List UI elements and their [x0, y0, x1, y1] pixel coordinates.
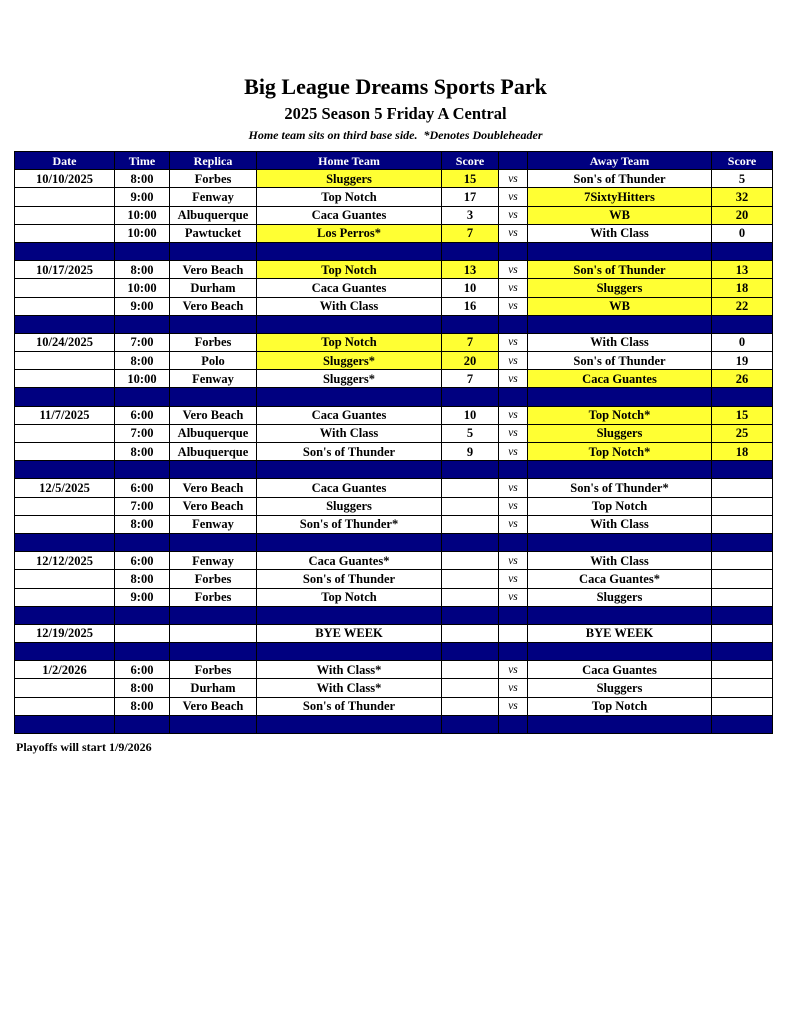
- away-score-cell: 18: [712, 279, 773, 297]
- away-team-cell: Top Notch*: [528, 443, 712, 461]
- home-team-cell: With Class: [257, 424, 442, 442]
- table-row: [15, 497, 773, 515]
- home-team-cell: Son's of Thunder: [257, 697, 442, 715]
- away-team-cell: Son's of Thunder: [528, 352, 712, 370]
- separator-cell: [528, 242, 712, 260]
- vs-cell: vs: [499, 570, 528, 588]
- date-cell: [15, 188, 115, 206]
- away-team-cell: Top Notch*: [528, 406, 712, 424]
- col-header-home-team: Home Team: [257, 152, 442, 170]
- replica-cell: Albuquerque: [170, 424, 257, 442]
- separator-cell: [170, 461, 257, 479]
- home-score-cell: 15: [442, 170, 499, 188]
- separator-cell: [528, 606, 712, 624]
- away-team-cell: Caca Guantes: [528, 370, 712, 388]
- away-score-cell: [712, 697, 773, 715]
- home-score-cell: 10: [442, 279, 499, 297]
- home-team-cell: Sluggers: [257, 170, 442, 188]
- date-cell: [15, 443, 115, 461]
- date-cell: [15, 206, 115, 224]
- table-row: [15, 206, 773, 224]
- vs-cell: vs: [499, 443, 528, 461]
- away-team-cell: Caca Guantes*: [528, 570, 712, 588]
- separator-cell: [15, 715, 115, 733]
- replica-cell: Forbes: [170, 570, 257, 588]
- table-row: [15, 697, 773, 715]
- away-team-cell: Sluggers: [528, 588, 712, 606]
- separator-cell: [442, 643, 499, 661]
- home-score-cell: 9: [442, 443, 499, 461]
- time-cell: 10:00: [115, 279, 170, 297]
- home-team-cell: Top Notch: [257, 333, 442, 351]
- home-score-cell: [442, 679, 499, 697]
- home-team-cell: Caca Guantes: [257, 206, 442, 224]
- away-team-cell: Sluggers: [528, 424, 712, 442]
- separator-cell: [499, 533, 528, 551]
- away-score-cell: 18: [712, 443, 773, 461]
- home-score-cell: [442, 588, 499, 606]
- separator-cell: [170, 315, 257, 333]
- separator-cell: [257, 315, 442, 333]
- table-row: [15, 515, 773, 533]
- vs-cell: vs: [499, 552, 528, 570]
- home-team-cell: BYE WEEK: [257, 624, 442, 642]
- separator-cell: [499, 715, 528, 733]
- away-score-cell: 22: [712, 297, 773, 315]
- away-score-cell: [712, 624, 773, 642]
- playoffs-note: Playoffs will start 1/9/2026: [16, 740, 152, 754]
- away-score-cell: [712, 661, 773, 679]
- home-team-cell: Caca Guantes: [257, 479, 442, 497]
- doubleheader-note: Home team sits on third base side. *Denotes Doubleheader: [248, 128, 543, 142]
- home-score-cell: [442, 552, 499, 570]
- replica-cell: Fenway: [170, 188, 257, 206]
- home-score-cell: [442, 661, 499, 679]
- home-score-cell: 16: [442, 297, 499, 315]
- separator-cell: [257, 643, 442, 661]
- col-header-replica: Replica: [170, 152, 257, 170]
- table-row: [15, 479, 773, 497]
- home-score-cell: [442, 570, 499, 588]
- vs-cell: vs: [499, 697, 528, 715]
- separator-cell: [499, 643, 528, 661]
- separator-cell: [528, 461, 712, 479]
- date-cell: 10/24/2025: [15, 333, 115, 351]
- time-cell: 8:00: [115, 261, 170, 279]
- header-row: [15, 152, 773, 170]
- vs-cell: vs: [499, 679, 528, 697]
- date-cell: 10/10/2025: [15, 170, 115, 188]
- time-cell: 8:00: [115, 170, 170, 188]
- home-team-cell: Top Notch: [257, 588, 442, 606]
- vs-cell: vs: [499, 497, 528, 515]
- week-separator: [15, 315, 773, 333]
- home-score-cell: 3: [442, 206, 499, 224]
- separator-cell: [257, 533, 442, 551]
- home-team-cell: Sluggers*: [257, 352, 442, 370]
- away-team-cell: Caca Guantes: [528, 661, 712, 679]
- date-cell: 12/19/2025: [15, 624, 115, 642]
- vs-cell: vs: [499, 352, 528, 370]
- table-row: [15, 261, 773, 279]
- vs-cell: vs: [499, 333, 528, 351]
- table-row: [15, 333, 773, 351]
- time-cell: 10:00: [115, 224, 170, 242]
- date-cell: [15, 515, 115, 533]
- away-score-cell: [712, 570, 773, 588]
- time-cell: 10:00: [115, 370, 170, 388]
- table-row: [15, 170, 773, 188]
- separator-cell: [170, 242, 257, 260]
- separator-cell: [528, 388, 712, 406]
- date-cell: [15, 679, 115, 697]
- home-team-cell: Son's of Thunder: [257, 570, 442, 588]
- col-header-away-team: Away Team: [528, 152, 712, 170]
- col-header-away-score: Score: [712, 152, 773, 170]
- replica-cell: Durham: [170, 279, 257, 297]
- home-team-cell: With Class*: [257, 679, 442, 697]
- replica-cell: Pawtucket: [170, 224, 257, 242]
- replica-cell: Albuquerque: [170, 443, 257, 461]
- date-cell: [15, 297, 115, 315]
- away-score-cell: 0: [712, 224, 773, 242]
- separator-cell: [442, 715, 499, 733]
- away-score-cell: 5: [712, 170, 773, 188]
- time-cell: 7:00: [115, 497, 170, 515]
- date-cell: [15, 370, 115, 388]
- separator-cell: [15, 643, 115, 661]
- separator-cell: [528, 715, 712, 733]
- separator-cell: [257, 242, 442, 260]
- separator-cell: [15, 242, 115, 260]
- table-row: [15, 352, 773, 370]
- separator-cell: [712, 315, 773, 333]
- away-team-cell: Sluggers: [528, 679, 712, 697]
- separator-cell: [528, 315, 712, 333]
- time-cell: 8:00: [115, 679, 170, 697]
- date-cell: [15, 352, 115, 370]
- away-score-cell: 32: [712, 188, 773, 206]
- home-score-cell: 10: [442, 406, 499, 424]
- home-team-cell: With Class*: [257, 661, 442, 679]
- separator-cell: [170, 643, 257, 661]
- vs-cell: vs: [499, 297, 528, 315]
- date-cell: [15, 570, 115, 588]
- date-cell: 12/5/2025: [15, 479, 115, 497]
- replica-cell: Vero Beach: [170, 479, 257, 497]
- table-row: [15, 552, 773, 570]
- table-row: [15, 661, 773, 679]
- separator-cell: [442, 533, 499, 551]
- away-score-cell: 19: [712, 352, 773, 370]
- away-team-cell: WB: [528, 297, 712, 315]
- home-team-cell: Caca Guantes: [257, 279, 442, 297]
- replica-cell: Forbes: [170, 661, 257, 679]
- away-score-cell: 25: [712, 424, 773, 442]
- home-score-cell: 7: [442, 333, 499, 351]
- separator-cell: [712, 643, 773, 661]
- separator-cell: [712, 242, 773, 260]
- separator-cell: [442, 461, 499, 479]
- separator-cell: [15, 388, 115, 406]
- separator-cell: [15, 315, 115, 333]
- home-score-cell: [442, 624, 499, 642]
- vs-cell: vs: [499, 170, 528, 188]
- week-separator: [15, 461, 773, 479]
- home-team-cell: Los Perros*: [257, 224, 442, 242]
- separator-cell: [115, 315, 170, 333]
- away-team-cell: WB: [528, 206, 712, 224]
- date-cell: 1/2/2026: [15, 661, 115, 679]
- home-score-cell: 7: [442, 224, 499, 242]
- week-separator: [15, 388, 773, 406]
- vs-cell: vs: [499, 479, 528, 497]
- separator-cell: [499, 388, 528, 406]
- title-block: [0, 72, 791, 144]
- page-title: Big League Dreams Sports Park: [244, 74, 547, 99]
- time-cell: 8:00: [115, 515, 170, 533]
- away-team-cell: Son's of Thunder: [528, 261, 712, 279]
- separator-cell: [499, 315, 528, 333]
- page-subtitle: 2025 Season 5 Friday A Central: [284, 104, 507, 123]
- time-cell: [115, 624, 170, 642]
- table-row: [15, 624, 773, 642]
- col-header-vs: [499, 152, 528, 170]
- separator-cell: [442, 315, 499, 333]
- week-separator: [15, 242, 773, 260]
- home-score-cell: 7: [442, 370, 499, 388]
- separator-cell: [15, 533, 115, 551]
- separator-cell: [115, 461, 170, 479]
- away-team-cell: 7SixtyHitters: [528, 188, 712, 206]
- home-team-cell: Sluggers*: [257, 370, 442, 388]
- replica-cell: Forbes: [170, 170, 257, 188]
- away-team-cell: With Class: [528, 552, 712, 570]
- date-cell: [15, 224, 115, 242]
- away-team-cell: Son's of Thunder: [528, 170, 712, 188]
- time-cell: 7:00: [115, 424, 170, 442]
- time-cell: 6:00: [115, 406, 170, 424]
- home-team-cell: Top Notch: [257, 261, 442, 279]
- home-score-cell: [442, 697, 499, 715]
- vs-cell: vs: [499, 224, 528, 242]
- week-separator: [15, 715, 773, 733]
- separator-cell: [257, 715, 442, 733]
- home-score-cell: 13: [442, 261, 499, 279]
- replica-cell: Forbes: [170, 333, 257, 351]
- vs-cell: vs: [499, 261, 528, 279]
- home-team-cell: Caca Guantes: [257, 406, 442, 424]
- separator-cell: [712, 715, 773, 733]
- away-team-cell: Top Notch: [528, 697, 712, 715]
- week-separator: [15, 643, 773, 661]
- separator-cell: [442, 606, 499, 624]
- separator-cell: [15, 461, 115, 479]
- time-cell: 6:00: [115, 552, 170, 570]
- vs-cell: vs: [499, 206, 528, 224]
- home-score-cell: 20: [442, 352, 499, 370]
- col-header-home-score: Score: [442, 152, 499, 170]
- time-cell: 10:00: [115, 206, 170, 224]
- home-team-cell: Top Notch: [257, 188, 442, 206]
- away-team-cell: Son's of Thunder*: [528, 479, 712, 497]
- away-score-cell: [712, 479, 773, 497]
- replica-cell: Vero Beach: [170, 261, 257, 279]
- separator-cell: [257, 388, 442, 406]
- separator-cell: [170, 533, 257, 551]
- vs-cell: vs: [499, 515, 528, 533]
- replica-cell: Fenway: [170, 370, 257, 388]
- vs-cell: vs: [499, 406, 528, 424]
- replica-cell: Durham: [170, 679, 257, 697]
- date-cell: 10/17/2025: [15, 261, 115, 279]
- away-team-cell: BYE WEEK: [528, 624, 712, 642]
- home-team-cell: With Class: [257, 297, 442, 315]
- away-score-cell: [712, 497, 773, 515]
- away-team-cell: Sluggers: [528, 279, 712, 297]
- replica-cell: [170, 624, 257, 642]
- home-score-cell: [442, 497, 499, 515]
- replica-cell: Vero Beach: [170, 497, 257, 515]
- separator-cell: [170, 388, 257, 406]
- separator-cell: [528, 643, 712, 661]
- col-header-time: Time: [115, 152, 170, 170]
- time-cell: 8:00: [115, 443, 170, 461]
- time-cell: 9:00: [115, 588, 170, 606]
- separator-cell: [257, 461, 442, 479]
- home-team-cell: Son's of Thunder: [257, 443, 442, 461]
- replica-cell: Polo: [170, 352, 257, 370]
- table-row: [15, 188, 773, 206]
- replica-cell: Vero Beach: [170, 697, 257, 715]
- separator-cell: [712, 461, 773, 479]
- separator-cell: [257, 606, 442, 624]
- separator-cell: [499, 606, 528, 624]
- separator-cell: [442, 388, 499, 406]
- home-team-cell: Sluggers: [257, 497, 442, 515]
- away-team-cell: With Class: [528, 224, 712, 242]
- away-team-cell: With Class: [528, 333, 712, 351]
- separator-cell: [115, 533, 170, 551]
- table-row: [15, 406, 773, 424]
- separator-cell: [712, 606, 773, 624]
- date-cell: 12/12/2025: [15, 552, 115, 570]
- away-score-cell: 15: [712, 406, 773, 424]
- separator-cell: [499, 461, 528, 479]
- vs-cell: vs: [499, 370, 528, 388]
- away-score-cell: [712, 588, 773, 606]
- home-score-cell: [442, 515, 499, 533]
- table-row: [15, 370, 773, 388]
- home-score-cell: [442, 479, 499, 497]
- separator-cell: [115, 388, 170, 406]
- separator-cell: [712, 388, 773, 406]
- away-score-cell: [712, 515, 773, 533]
- table-row: [15, 570, 773, 588]
- vs-cell: vs: [499, 424, 528, 442]
- replica-cell: Albuquerque: [170, 206, 257, 224]
- date-cell: [15, 588, 115, 606]
- time-cell: 8:00: [115, 697, 170, 715]
- date-cell: 11/7/2025: [15, 406, 115, 424]
- schedule-body: [15, 170, 773, 734]
- vs-cell: [499, 624, 528, 642]
- away-score-cell: 0: [712, 333, 773, 351]
- week-separator: [15, 533, 773, 551]
- time-cell: 8:00: [115, 352, 170, 370]
- time-cell: 6:00: [115, 479, 170, 497]
- week-separator: [15, 606, 773, 624]
- table-row: [15, 224, 773, 242]
- home-team-cell: Son's of Thunder*: [257, 515, 442, 533]
- away-score-cell: 13: [712, 261, 773, 279]
- vs-cell: vs: [499, 661, 528, 679]
- separator-cell: [499, 242, 528, 260]
- table-row: [15, 443, 773, 461]
- col-header-date: Date: [15, 152, 115, 170]
- separator-cell: [115, 242, 170, 260]
- vs-cell: vs: [499, 279, 528, 297]
- separator-cell: [528, 533, 712, 551]
- replica-cell: Fenway: [170, 515, 257, 533]
- time-cell: 7:00: [115, 333, 170, 351]
- separator-cell: [115, 643, 170, 661]
- replica-cell: Vero Beach: [170, 297, 257, 315]
- schedule-table: [14, 151, 773, 734]
- time-cell: 6:00: [115, 661, 170, 679]
- separator-cell: [170, 715, 257, 733]
- away-team-cell: Top Notch: [528, 497, 712, 515]
- table-row: [15, 424, 773, 442]
- replica-cell: Forbes: [170, 588, 257, 606]
- vs-cell: vs: [499, 588, 528, 606]
- table-row: [15, 279, 773, 297]
- separator-cell: [115, 715, 170, 733]
- away-score-cell: 26: [712, 370, 773, 388]
- home-team-cell: Caca Guantes*: [257, 552, 442, 570]
- away-score-cell: [712, 552, 773, 570]
- separator-cell: [170, 606, 257, 624]
- replica-cell: Vero Beach: [170, 406, 257, 424]
- table-row: [15, 679, 773, 697]
- date-cell: [15, 497, 115, 515]
- date-cell: [15, 424, 115, 442]
- separator-cell: [15, 606, 115, 624]
- separator-cell: [712, 533, 773, 551]
- time-cell: 8:00: [115, 570, 170, 588]
- away-team-cell: With Class: [528, 515, 712, 533]
- home-score-cell: 17: [442, 188, 499, 206]
- away-score-cell: 20: [712, 206, 773, 224]
- time-cell: 9:00: [115, 188, 170, 206]
- away-score-cell: [712, 679, 773, 697]
- replica-cell: Fenway: [170, 552, 257, 570]
- table-row: [15, 297, 773, 315]
- date-cell: [15, 279, 115, 297]
- date-cell: [15, 697, 115, 715]
- table-row: [15, 588, 773, 606]
- vs-cell: vs: [499, 188, 528, 206]
- separator-cell: [442, 242, 499, 260]
- separator-cell: [115, 606, 170, 624]
- home-score-cell: 5: [442, 424, 499, 442]
- time-cell: 9:00: [115, 297, 170, 315]
